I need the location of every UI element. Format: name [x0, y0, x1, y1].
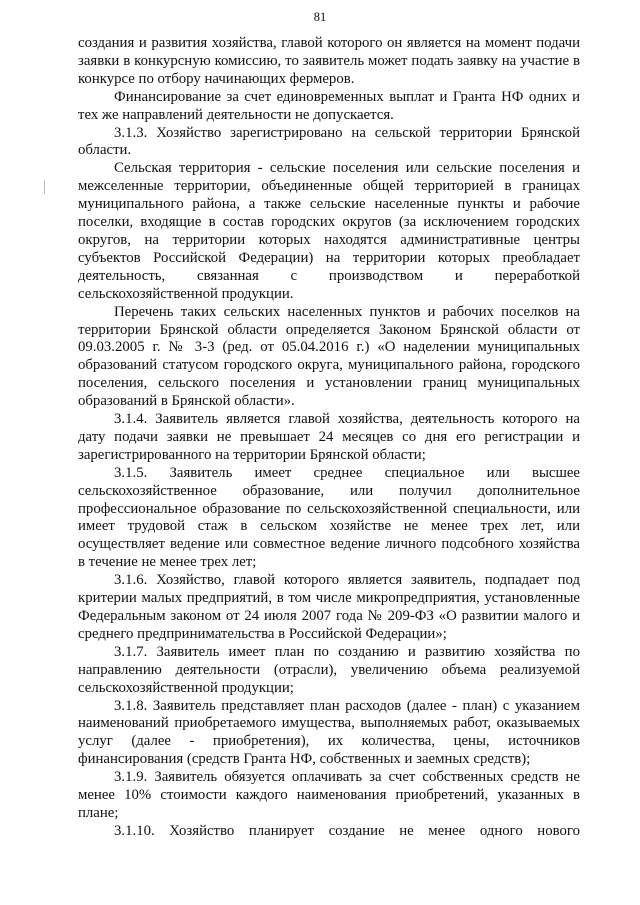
- paragraph-3-1-10: 3.1.10. Хозяйство планирует создание не менее одного нового: [114, 822, 580, 839]
- paragraph-3-1-9: 3.1.9. Заявитель обязуется оплачивать за счет собственных средств не менее 10% стоимости каждого наименования приобретений, указанных в плане;: [78, 769, 580, 821]
- paragraph-3-1-6: 3.1.6. Хозяйство, главой которого является заявитель, подпадает под критерии малых предприятий, в том числе микропредприятия, установленные Федеральным законом от 24 июля 2007 года № 209-ФЗ «О развитии малого и среднего предпринимательства в Российской Федерации»;: [78, 572, 580, 642]
- paragraph-rural-territory-definition: Сельская территория - сельские поселения или сельские поселения и межселенные территории, объединенные общей территорией в границах муниципального района, а также сельские населенные пункты и рабочие поселки, входящие в состав городских округов (за исключением городских округов, на территории которых находятся административные центры субъектов Российской Федерации) на территории которых преобладает деятельность, связанная с производством и переработкой сельскохозяйственной продукции.: [78, 160, 580, 302]
- paragraph-3-1-7: 3.1.7. Заявитель имеет план по созданию и развитию хозяйства по направлению деятельности (отрасли), увеличению объема реализуемой сельскохозяйственной продукции;: [78, 643, 580, 696]
- paragraph-3-1-3: 3.1.3. Хозяйство зарегистрировано на сельской территории Брянской области.: [78, 124, 580, 159]
- paragraph-continuation: создания и развития хозяйства, главой которого он является на момент подачи заявки в конкурсную комиссию, то заявитель может подать заявку на участие в конкурсе по отбору начинающих фермеров.: [78, 35, 580, 87]
- paragraph-3-1-4: 3.1.4. Заявитель является главой хозяйства, деятельность которого на дату подачи заявки не превышает 24 месяцев со дня его регистрации и зарегистрированного на территории Брянской области;: [78, 411, 580, 463]
- paragraph-settlements-list: Перечень таких сельских населенных пунктов и рабочих поселков на территории Брянской области определяется Законом Брянской области от 09.03.2005 г. № 3-3 (ред. от 05.04.2016 г.) «О наделении муниципальных образований статусом городского округа, муниципального района, городского поселения, сельского поселения и установлении границ муниципальных образований в Брянской области».: [78, 303, 580, 410]
- paragraph-financing: Финансирование за счет единовременных выплат и Гранта НФ одних и тех же направлений деятельности не допускается.: [78, 88, 580, 123]
- scan-artifact: [44, 180, 45, 194]
- page-number: 81: [313, 10, 327, 24]
- paragraph-3-1-8: 3.1.8. Заявитель представляет план расходов (далее - план) с указанием наименований приобретаемого имущества, выполняемых работ, оказываемых услуг (далее - приобретения), их количества, цены, источников финансирования (средств Гранта НФ, собственных и заемных средств);: [78, 697, 580, 768]
- document-body: [78, 35, 580, 841]
- paragraph-3-1-5: 3.1.5. Заявитель имеет среднее специальное или высшее сельскохозяйственное образование, или получил дополнительное профессиональное образование по сельскохозяйственной специальности, или имеет трудовой стаж в сельском хозяйстве не менее трех лет, или осуществляет ведение или совместное ведение личного подсобного хозяйства в течение не менее трех лет;: [78, 464, 580, 571]
